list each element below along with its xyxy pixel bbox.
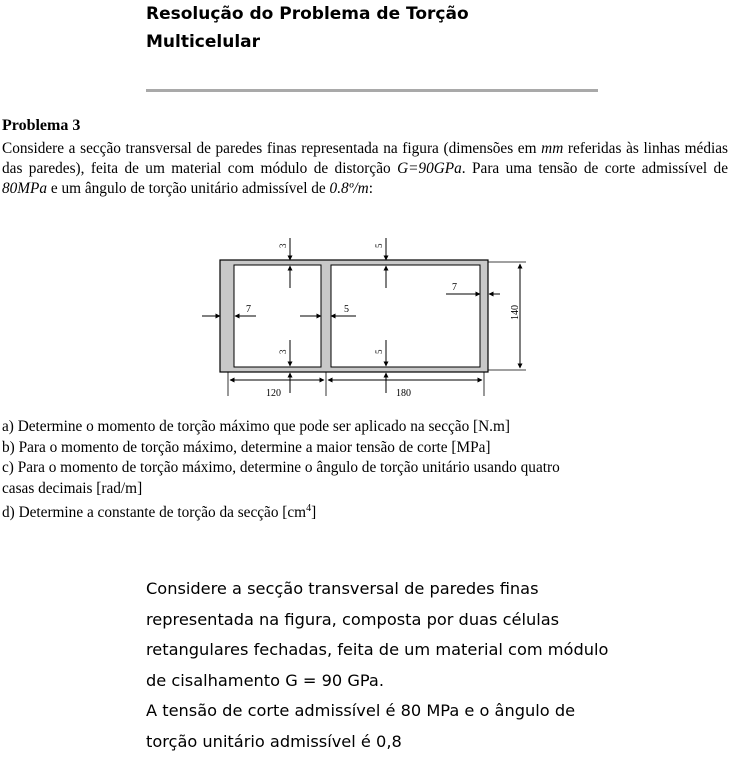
question-b: b) Para o momento de torção máximo, determine a maior tensão de corte [MPa] bbox=[2, 438, 491, 456]
dim-middle-wall: 5 bbox=[344, 304, 349, 315]
dim-width-right: 180 bbox=[396, 388, 411, 399]
problem-statement bbox=[2, 139, 728, 199]
dim-top-right: 5 bbox=[374, 243, 384, 248]
dim-height: 140 bbox=[510, 305, 521, 320]
page-title bbox=[146, 0, 606, 56]
questions-list bbox=[2, 417, 722, 524]
dim-left-wall: 7 bbox=[246, 304, 251, 315]
dim-bottom-left: 3 bbox=[278, 349, 288, 354]
question-d-text: d) Determine a constante de torção da secção [cm bbox=[2, 504, 307, 522]
problem-text-3: . Para uma tensão de corte admissível de bbox=[461, 160, 728, 177]
summary-text bbox=[146, 574, 616, 757]
problem-allowable-stress: 80MPa bbox=[2, 180, 48, 197]
cross-section-figure bbox=[200, 228, 540, 408]
question-d-end: ] bbox=[311, 504, 317, 522]
problem-text-2: referidas às linhas médias das paredes), feita de um material com módulo de distorção bbox=[2, 140, 728, 177]
problem-unit-mm: mm bbox=[541, 140, 564, 157]
dim-width-left: 120 bbox=[266, 388, 281, 399]
problem-heading: Problema 3 bbox=[2, 117, 81, 134]
question-d-exponent: 4 bbox=[306, 503, 312, 514]
problem-allowable-angle: 0.8º/m bbox=[329, 180, 369, 197]
question-c-line1: c) Para o momento de torção máximo, determine o ângulo de torção unitário usando quatro bbox=[2, 459, 560, 476]
problem-text-5: : bbox=[368, 180, 373, 197]
summary-paragraph-1: Considere a secção transversal de paredes finas representada na figura, composta por duas células retangulares fechadas, feita de um material com módulo de cisalhamento G = 90 GPa. bbox=[146, 579, 609, 690]
dim-top-left: 3 bbox=[278, 243, 288, 248]
dim-bottom-right: 5 bbox=[374, 349, 384, 354]
problem-text-4: e um ângulo de torção unitário admissível de bbox=[47, 180, 330, 197]
dim-right-wall: 7 bbox=[452, 282, 457, 293]
title-line-2: Multicelular bbox=[146, 32, 261, 52]
question-a: a) Determine o momento de torção máximo que pode ser aplicado na secção [N.m] bbox=[2, 418, 511, 435]
summary-paragraph-2: A tensão de corte admissível é 80 MPa e o ângulo de torção unitário admissível é 0,8 bbox=[146, 701, 576, 751]
divider bbox=[146, 89, 598, 92]
question-c-line2: casas decimais [rad/m] bbox=[2, 479, 143, 497]
question-d bbox=[2, 499, 722, 524]
problem-text-1: Considere a secção transversal de paredes finas representada na figura (dimensões em bbox=[2, 140, 542, 157]
title-line-1: Resolução do Problema de Torção bbox=[146, 4, 469, 24]
problem-modulus: G=90GPa bbox=[397, 160, 462, 177]
